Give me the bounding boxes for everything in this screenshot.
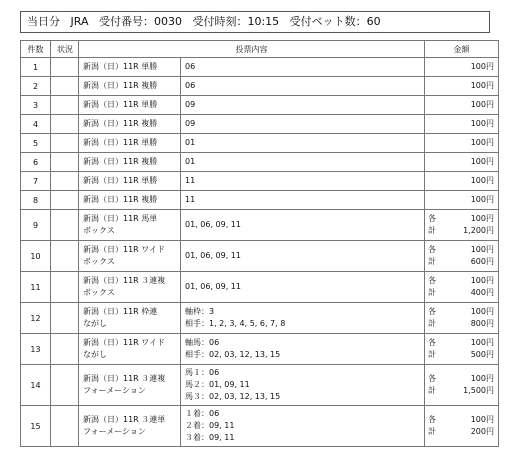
amount-value: 100円: [470, 374, 494, 383]
amount-cell: [425, 191, 499, 210]
table-row: [21, 334, 499, 365]
race-cell: [79, 77, 181, 96]
content-cell: [181, 172, 425, 191]
amount-value: 100円: [470, 276, 494, 285]
amount-line: [428, 225, 494, 237]
receipt-header: [20, 11, 490, 33]
row-status: [51, 134, 79, 153]
row-status: [51, 115, 79, 134]
amount-label: 各: [428, 338, 436, 347]
table-header-row: [21, 41, 499, 58]
col-content: 投票内容: [79, 41, 425, 58]
race-line: 新潟（日）11R 単勝: [83, 100, 158, 109]
header-receipt-time: 受付時刻：10:15: [192, 15, 280, 28]
race-line: 新潟（日）11R ３連複: [83, 374, 166, 383]
row-number: 5: [21, 134, 51, 153]
amount-value: 100円: [470, 81, 494, 90]
row-number: 13: [21, 334, 51, 365]
amount-line: [428, 373, 494, 385]
row-status: [51, 365, 79, 406]
race-line: ボックス: [83, 226, 115, 235]
race-line: 新潟（日）11R 枠連: [83, 307, 158, 316]
race-line: 新潟（日）11R 複勝: [83, 81, 158, 90]
amount-label: 各: [428, 374, 436, 383]
amount-line: [428, 99, 494, 111]
race-cell: [79, 210, 181, 241]
race-cell: [79, 153, 181, 172]
col-status: 状況: [51, 41, 79, 58]
race-line: ボックス: [83, 288, 115, 297]
table-row: [21, 191, 499, 210]
row-number: 9: [21, 210, 51, 241]
row-number: 14: [21, 365, 51, 406]
content-line: 09: [185, 100, 196, 109]
content-line: ３着：09, 11: [185, 433, 235, 442]
amount-cell: [425, 241, 499, 272]
race-cell: [79, 58, 181, 77]
amount-value: 100円: [470, 119, 494, 128]
table-row: [21, 303, 499, 334]
content-cell: [181, 153, 425, 172]
race-cell: [79, 241, 181, 272]
amount-cell: [425, 77, 499, 96]
content-cell: [181, 58, 425, 77]
content-line: 軸馬：06: [185, 338, 220, 347]
row-number: 15: [21, 406, 51, 447]
amount-line: [428, 306, 494, 318]
row-status: [51, 153, 79, 172]
content-line: 11: [185, 176, 196, 185]
race-cell: [79, 303, 181, 334]
col-amount: 金額: [425, 41, 499, 58]
content-line: 馬１：06: [185, 368, 220, 377]
race-cell: [79, 272, 181, 303]
row-number: 7: [21, 172, 51, 191]
amount-line: [428, 194, 494, 206]
amount-label: 計: [428, 226, 436, 235]
row-status: [51, 241, 79, 272]
table-body: [21, 58, 499, 447]
amount-line: [428, 156, 494, 168]
row-status: [51, 272, 79, 303]
amount-value: 100円: [470, 176, 494, 185]
amount-line: [428, 275, 494, 287]
amount-cell: [425, 210, 499, 241]
table-row: [21, 210, 499, 241]
table-row: [21, 96, 499, 115]
content-line: 06: [185, 81, 196, 90]
content-cell: [181, 365, 425, 406]
content-cell: [181, 272, 425, 303]
col-count: 件数: [21, 41, 51, 58]
header-bet-count: 受付ベット数：60: [289, 15, 381, 28]
amount-line: [428, 61, 494, 73]
content-line: 01, 06, 09, 11: [185, 251, 241, 260]
amount-cell: [425, 303, 499, 334]
amount-value: 100円: [470, 157, 494, 166]
content-cell: [181, 334, 425, 365]
row-status: [51, 303, 79, 334]
amount-line: [428, 137, 494, 149]
race-line: 新潟（日）11R 単勝: [83, 62, 158, 71]
content-line: 01, 06, 09, 11: [185, 220, 241, 229]
race-line: 新潟（日）11R ワイド: [83, 338, 166, 347]
race-line: 新潟（日）11R 複勝: [83, 157, 158, 166]
row-status: [51, 191, 79, 210]
race-cell: [79, 406, 181, 447]
amount-value: 200円: [470, 427, 494, 436]
race-line: 新潟（日）11R ３連単: [83, 415, 166, 424]
content-cell: [181, 191, 425, 210]
row-number: 2: [21, 77, 51, 96]
table-row: [21, 115, 499, 134]
race-line: 新潟（日）11R 単勝: [83, 138, 158, 147]
amount-cell: [425, 115, 499, 134]
amount-value: 100円: [470, 195, 494, 204]
amount-line: [428, 385, 494, 397]
content-line: １着：06: [185, 409, 220, 418]
race-line: 新潟（日）11R 複勝: [83, 195, 158, 204]
amount-line: [428, 213, 494, 225]
content-line: 軸枠：3: [185, 307, 215, 316]
table-row: [21, 272, 499, 303]
header-receipt-no: 受付番号：0030: [98, 15, 182, 28]
table-row: [21, 241, 499, 272]
race-line: フォーメーション: [83, 427, 146, 436]
content-line: 01: [185, 157, 196, 166]
content-line: 11: [185, 195, 196, 204]
table-row: [21, 58, 499, 77]
race-cell: [79, 172, 181, 191]
amount-value: 800円: [470, 319, 494, 328]
content-line: 馬２：01, 09, 11: [185, 380, 250, 389]
amount-cell: [425, 334, 499, 365]
header-org: JRA: [70, 15, 89, 28]
amount-label: 計: [428, 319, 436, 328]
amount-line: [428, 426, 494, 438]
race-cell: [79, 134, 181, 153]
row-status: [51, 58, 79, 77]
content-line: ２着：09, 11: [185, 421, 235, 430]
amount-label: 各: [428, 214, 436, 223]
content-line: 01: [185, 138, 196, 147]
race-cell: [79, 334, 181, 365]
race-line: ボックス: [83, 257, 115, 266]
row-status: [51, 77, 79, 96]
amount-label: 各: [428, 307, 436, 316]
row-number: 1: [21, 58, 51, 77]
row-number: 4: [21, 115, 51, 134]
table-row: [21, 77, 499, 96]
content-line: 相手：1, 2, 3, 4, 5, 6, 7, 8: [185, 319, 286, 328]
content-cell: [181, 303, 425, 334]
amount-line: [428, 244, 494, 256]
row-number: 3: [21, 96, 51, 115]
amount-label: 計: [428, 350, 436, 359]
amount-value: 100円: [470, 307, 494, 316]
amount-cell: [425, 272, 499, 303]
table-row: [21, 365, 499, 406]
row-number: 6: [21, 153, 51, 172]
row-status: [51, 96, 79, 115]
table-row: [21, 172, 499, 191]
amount-label: 計: [428, 427, 436, 436]
race-cell: [79, 96, 181, 115]
content-line: 馬３：02, 03, 12, 13, 15: [185, 392, 281, 401]
amount-value: 100円: [470, 214, 494, 223]
race-line: ながし: [83, 350, 107, 359]
content-cell: [181, 241, 425, 272]
content-line: 01, 06, 09, 11: [185, 282, 241, 291]
amount-line: [428, 80, 494, 92]
amount-cell: [425, 96, 499, 115]
amount-value: 500円: [470, 350, 494, 359]
amount-cell: [425, 172, 499, 191]
race-line: 新潟（日）11R ワイド: [83, 245, 166, 254]
amount-label: 各: [428, 415, 436, 424]
content-line: 相手：02, 03, 12, 13, 15: [185, 350, 281, 359]
race-cell: [79, 115, 181, 134]
content-cell: [181, 77, 425, 96]
table-row: [21, 134, 499, 153]
amount-cell: [425, 153, 499, 172]
amount-label: 計: [428, 288, 436, 297]
race-cell: [79, 365, 181, 406]
row-status: [51, 334, 79, 365]
amount-line: [428, 118, 494, 130]
amount-cell: [425, 406, 499, 447]
amount-value: 100円: [470, 138, 494, 147]
content-cell: [181, 406, 425, 447]
race-line: フォーメーション: [83, 386, 146, 395]
amount-line: [428, 287, 494, 299]
amount-line: [428, 414, 494, 426]
amount-value: 600円: [470, 257, 494, 266]
amount-label: 各: [428, 245, 436, 254]
row-status: [51, 172, 79, 191]
content-cell: [181, 210, 425, 241]
amount-cell: [425, 365, 499, 406]
content-cell: [181, 115, 425, 134]
amount-value: 1,500円: [463, 386, 494, 395]
content-cell: [181, 96, 425, 115]
amount-value: 400円: [470, 288, 494, 297]
race-line: 新潟（日）11R 馬単: [83, 214, 158, 223]
amount-value: 100円: [470, 338, 494, 347]
table-row: [21, 153, 499, 172]
amount-line: [428, 175, 494, 187]
amount-value: 1,200円: [463, 226, 494, 235]
row-status: [51, 406, 79, 447]
amount-value: 100円: [470, 100, 494, 109]
amount-line: [428, 349, 494, 361]
race-line: 新潟（日）11R ３連複: [83, 276, 166, 285]
content-cell: [181, 134, 425, 153]
amount-line: [428, 256, 494, 268]
race-cell: [79, 191, 181, 210]
amount-value: 100円: [470, 415, 494, 424]
amount-value: 100円: [470, 62, 494, 71]
amount-label: 計: [428, 386, 436, 395]
race-line: 新潟（日）11R 複勝: [83, 119, 158, 128]
bet-table: [20, 40, 499, 447]
header-date: 当日分: [27, 15, 60, 28]
row-number: 12: [21, 303, 51, 334]
table-row: [21, 406, 499, 447]
race-line: 新潟（日）11R 単勝: [83, 176, 158, 185]
row-number: 10: [21, 241, 51, 272]
race-line: ながし: [83, 319, 107, 328]
row-number: 8: [21, 191, 51, 210]
amount-label: 各: [428, 276, 436, 285]
amount-value: 100円: [470, 245, 494, 254]
amount-cell: [425, 134, 499, 153]
amount-line: [428, 318, 494, 330]
amount-line: [428, 337, 494, 349]
row-number: 11: [21, 272, 51, 303]
content-line: 06: [185, 62, 196, 71]
content-line: 09: [185, 119, 196, 128]
row-status: [51, 210, 79, 241]
amount-cell: [425, 58, 499, 77]
amount-label: 計: [428, 257, 436, 266]
